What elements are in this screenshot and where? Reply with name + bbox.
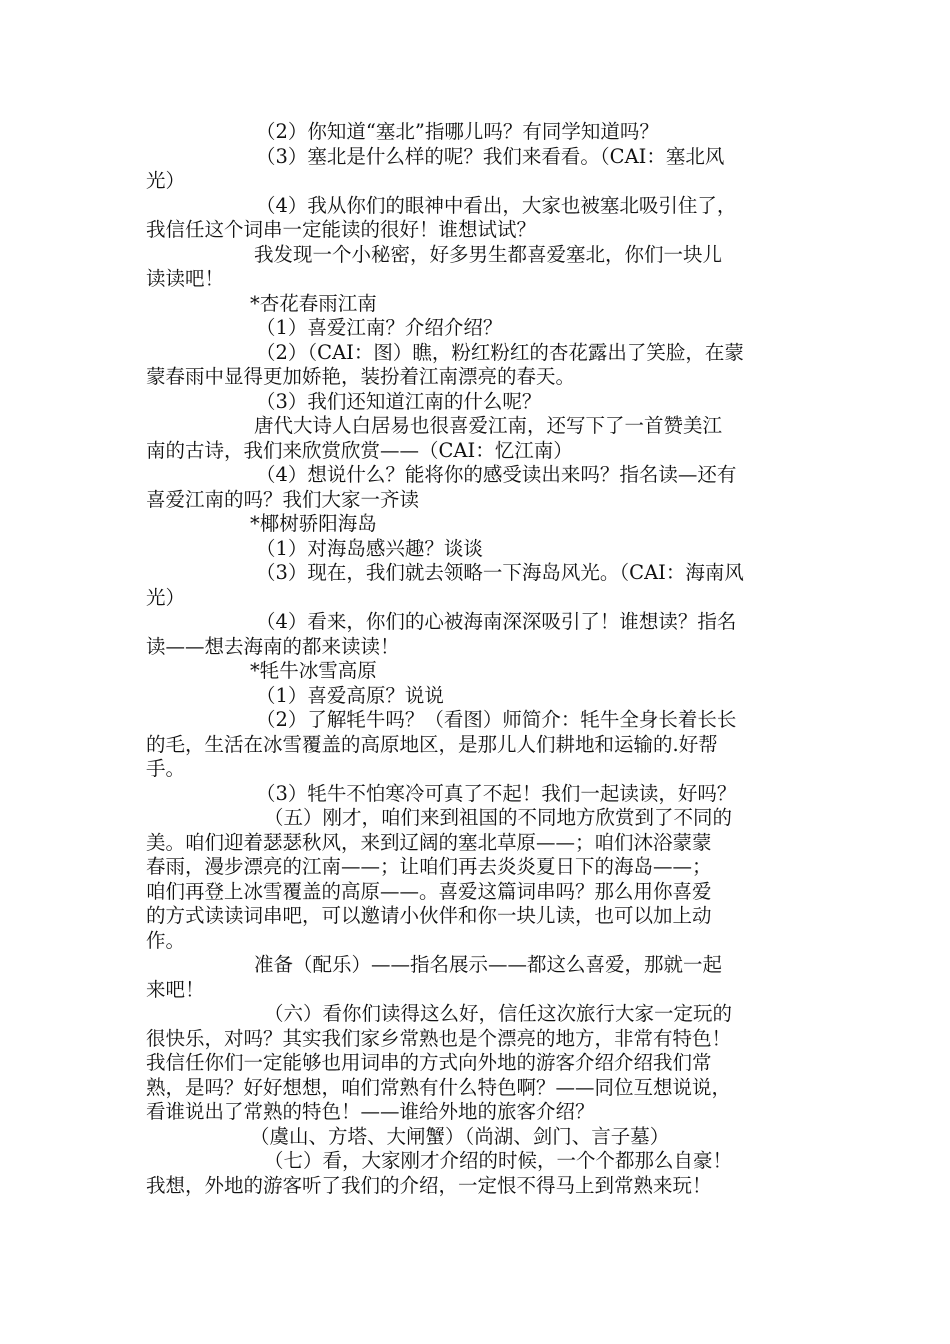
text-line: （六）看你们读得这么好，信任这次旅行大家一定玩的 xyxy=(264,1002,733,1025)
text-line: （1）喜爱高原？说说 xyxy=(256,683,444,707)
text-line: 光） xyxy=(146,169,186,192)
text-line: （七）看，大家刚才介绍的时候，一个个都那么自豪！ xyxy=(264,1149,733,1172)
section-heading: *牦牛冰雪高原 xyxy=(250,659,377,682)
text-line: 唐代大诗人白居易也很喜爱江南，还写下了一首赞美江 xyxy=(254,414,723,437)
text-line: 咱们再登上冰雪覆盖的高原——。喜爱这篇词串吗？那么用你喜爱 xyxy=(146,879,712,903)
text-line: （4）想说什么？能将你的感受读出来吗？指名读—还有 xyxy=(256,463,737,486)
text-line: 南的古诗，我们来欣赏欣赏——（CAI：忆江南） xyxy=(146,438,573,462)
text-line: 读——想去海南的都来读读！ xyxy=(146,634,400,658)
text-line: 春雨，漫步漂亮的江南——；让咱们再去炎炎夏日下的海岛——； xyxy=(146,855,712,878)
text-line: （2）你知道“塞北”指哪儿吗？有同学知道吗？ xyxy=(256,120,659,143)
text-line: （3）现在，我们就去领略一下海岛风光。（CAI：海南风 xyxy=(256,561,744,584)
text-line: 我信任你们一定能够也用词串的方式向外地的游客介绍介绍我们常 xyxy=(146,1051,712,1074)
text-line: （4）我从你们的眼神中看出，大家也被塞北吸引住了， xyxy=(256,193,737,217)
text-line: 我信任这个词串一定能读的很好！谁想试试？ xyxy=(146,218,537,241)
text-line: （五）刚才，咱们来到祖国的不同地方欣赏到了不同的 xyxy=(264,806,733,829)
section-heading: *杏花春雨江南 xyxy=(250,291,377,315)
text-line: 读读吧！ xyxy=(146,267,225,290)
text-line: 我发现一个小秘密，好多男生都喜爱塞北，你们一块儿 xyxy=(254,242,723,266)
text-line: 作。 xyxy=(146,928,186,952)
text-line: （1）对海岛感兴趣？谈谈 xyxy=(256,536,483,560)
text-line: 手。 xyxy=(146,757,186,780)
text-line: 熟，是吗？好好想想，咱们常熟有什么特色啊？——同位互想说说， xyxy=(146,1075,732,1099)
text-line: 来吧！ xyxy=(146,977,205,1001)
text-line: 光） xyxy=(146,585,186,609)
text-line: （3）我们还知道江南的什么呢？ xyxy=(256,389,542,413)
text-line: 准备（配乐）——指名展示——都这么喜爱，那就一起 xyxy=(254,953,723,976)
text-line: 我想，外地的游客听了我们的介绍，一定恨不得马上到常熟来玩！ xyxy=(146,1173,712,1197)
text-line: （3）牦牛不怕寒冷可真了不起！我们一起读读，好吗？ xyxy=(256,781,737,805)
text-line: 很快乐，对吗？其实我们家乡常熟也是个漂亮的地方，非常有特色！ xyxy=(146,1026,732,1050)
text-line: 看谁说出了常熟的特色！——谁给外地的旅客介绍？ xyxy=(146,1100,595,1123)
text-line: 喜爱江南的吗？我们大家一齐读 xyxy=(146,487,420,511)
text-line: 的毛，生活在冰雪覆盖的高原地区，是那儿人们耕地和运输的.好帮 xyxy=(146,732,718,756)
text-line: （4）看来，你们的心被海南深深吸引了！谁想读？指名 xyxy=(256,610,737,633)
text-line: （3）塞北是什么样的呢？我们来看看。（CAI：塞北风 xyxy=(256,144,725,168)
text-line: （2）（CAI：图）瞧，粉红粉红的杏花露出了笑脸，在蒙 xyxy=(256,340,744,364)
text-line: （虞山、方塔、大闸蟹）（尚湖、剑门、言子墓） xyxy=(250,1124,670,1148)
text-line: 蒙春雨中显得更加娇艳，装扮着江南漂亮的春天。 xyxy=(146,365,576,388)
section-heading: *椰树骄阳海岛 xyxy=(250,512,377,535)
text-line: （1）喜爱江南？介绍介绍？ xyxy=(256,316,503,339)
text-line: 的方式读读词串吧，可以邀请小伙伴和你一块儿读，也可以加上动 xyxy=(146,904,712,927)
text-line: 美。咱们迎着瑟瑟秋风，来到辽阔的塞北草原——；咱们沐浴蒙蒙 xyxy=(146,830,712,854)
text-line: （2）了解牦牛吗？（看图）师简介：牦牛全身长着长长 xyxy=(256,708,737,731)
document-body xyxy=(146,120,814,1198)
